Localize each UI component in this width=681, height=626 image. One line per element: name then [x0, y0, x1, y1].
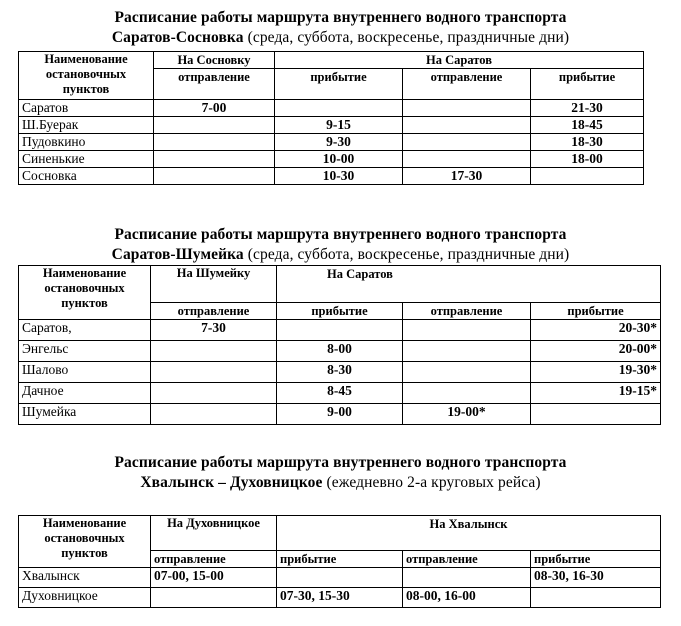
table-row — [19, 341, 661, 362]
time-cell — [403, 100, 531, 117]
route-name: Саратов-Сосновка — [111, 29, 244, 46]
schedule-title-2 — [0, 225, 681, 265]
time-cell: 19-00* — [403, 404, 531, 425]
stop-name: Синенькие — [19, 151, 154, 168]
route-name: Хвалынск – Духовницкое — [140, 474, 323, 491]
time-cell: 07-00, 15-00 — [151, 568, 277, 588]
schedule-table-2 — [18, 265, 661, 425]
time-cell: 8-30 — [277, 362, 403, 383]
schedule-section-2 — [0, 225, 681, 419]
stop-name: Шалово — [19, 362, 151, 383]
stop-name-header: Наименование остановочных пунктов — [19, 516, 151, 568]
time-cell — [154, 134, 275, 151]
time-cell — [531, 404, 661, 425]
route-name: Саратов-Шумейка — [111, 246, 244, 263]
time-cell — [154, 117, 275, 134]
time-cell — [403, 383, 531, 404]
table-header-row — [19, 52, 644, 69]
time-cell — [275, 100, 403, 117]
stop-name: Духовницкое — [19, 588, 151, 608]
time-cell: 9-30 — [275, 134, 403, 151]
column-header: прибытие — [531, 69, 644, 100]
table-header-row — [19, 266, 661, 303]
table-row — [19, 383, 661, 404]
direction-header: На Саратов — [275, 52, 644, 69]
time-cell: 10-00 — [275, 151, 403, 168]
route-line — [0, 28, 681, 48]
time-cell — [531, 588, 661, 608]
time-cell: 08-30, 16-30 — [531, 568, 661, 588]
table-row — [19, 100, 644, 117]
stop-name: Пудовкино — [19, 134, 154, 151]
time-cell — [151, 404, 277, 425]
time-cell: 7-00 — [154, 100, 275, 117]
stop-name: Дачное — [19, 383, 151, 404]
column-header: отправление — [403, 69, 531, 100]
direction-header: На Духовницкое — [151, 516, 277, 551]
time-cell: 8-00 — [277, 341, 403, 362]
time-cell — [277, 568, 403, 588]
time-cell: 20-30* — [531, 320, 661, 341]
column-header: отправление — [403, 303, 531, 320]
stop-name: Хвалынск — [19, 568, 151, 588]
time-cell — [403, 320, 531, 341]
direction-header: На Саратов — [277, 266, 661, 303]
schedule-title-1 — [0, 8, 681, 48]
direction-header: На Хвалынск — [277, 516, 661, 551]
time-cell — [403, 117, 531, 134]
time-cell — [151, 383, 277, 404]
direction-header: На Сосновку — [154, 52, 275, 69]
column-header: отправление — [403, 551, 531, 568]
time-cell: 07-30, 15-30 — [277, 588, 403, 608]
time-cell: 20-00* — [531, 341, 661, 362]
table-row — [19, 117, 644, 134]
time-cell: 19-30* — [531, 362, 661, 383]
time-cell: 9-00 — [277, 404, 403, 425]
table-row — [19, 588, 661, 608]
time-cell — [151, 362, 277, 383]
table-row — [19, 362, 661, 383]
time-cell: 9-15 — [275, 117, 403, 134]
stop-name: Шумейка — [19, 404, 151, 425]
stop-name-header: Наименование остановочных пунктов — [19, 52, 154, 100]
time-cell — [277, 320, 403, 341]
column-header: прибытие — [277, 303, 403, 320]
column-header: прибытие — [531, 551, 661, 568]
column-header: прибытие — [277, 551, 403, 568]
title-line: Расписание работы маршрута внутреннего водного транспорта — [114, 9, 567, 26]
stop-name: Энгельс — [19, 341, 151, 362]
route-line — [0, 473, 681, 493]
column-header: отправление — [151, 303, 277, 320]
time-cell: 18-00 — [531, 151, 644, 168]
column-header: отправление — [154, 69, 275, 100]
route-line — [0, 245, 681, 265]
time-cell — [151, 341, 277, 362]
time-cell: 19-15* — [531, 383, 661, 404]
route-days: (среда, суббота, воскресенье, праздничные дни) — [247, 246, 570, 263]
schedule-section-1 — [0, 8, 681, 183]
time-cell: 17-30 — [403, 168, 531, 185]
time-cell — [403, 341, 531, 362]
time-cell — [403, 362, 531, 383]
time-cell: 08-00, 16-00 — [403, 588, 531, 608]
stop-name-header: Наименование остановочных пунктов — [19, 266, 151, 320]
schedule-title-3 — [0, 453, 681, 493]
schedule-table-3 — [18, 515, 661, 608]
stop-name: Саратов, — [19, 320, 151, 341]
stop-name: Саратов — [19, 100, 154, 117]
table-row — [19, 568, 661, 588]
table-header-row — [19, 516, 661, 551]
table-row — [19, 168, 644, 185]
time-cell — [154, 168, 275, 185]
stop-name: Сосновка — [19, 168, 154, 185]
schedule-section-3 — [0, 453, 681, 603]
time-cell: 21-30 — [531, 100, 644, 117]
table-row — [19, 320, 661, 341]
schedule-table-1 — [18, 51, 644, 185]
column-header: прибытие — [531, 303, 661, 320]
table-row — [19, 134, 644, 151]
title-line: Расписание работы маршрута внутреннего водного транспорта — [114, 226, 567, 243]
time-cell — [154, 151, 275, 168]
stop-name: Ш.Буерак — [19, 117, 154, 134]
time-cell: 10-30 — [275, 168, 403, 185]
column-header: прибытие — [275, 69, 403, 100]
route-days: (среда, суббота, воскресенье, праздничные дни) — [247, 29, 570, 46]
time-cell: 18-45 — [531, 117, 644, 134]
route-days: (ежедневно 2-а круговых рейса) — [326, 474, 541, 491]
table-row — [19, 404, 661, 425]
time-cell — [151, 588, 277, 608]
direction-header: На Шумейку — [151, 266, 277, 303]
time-cell: 18-30 — [531, 134, 644, 151]
time-cell — [403, 151, 531, 168]
time-cell — [403, 134, 531, 151]
title-line: Расписание работы маршрута внутреннего водного транспорта — [114, 454, 567, 471]
time-cell: 8-45 — [277, 383, 403, 404]
time-cell — [531, 168, 644, 185]
table-row — [19, 151, 644, 168]
time-cell — [403, 568, 531, 588]
column-header: отправление — [151, 551, 277, 568]
time-cell: 7-30 — [151, 320, 277, 341]
